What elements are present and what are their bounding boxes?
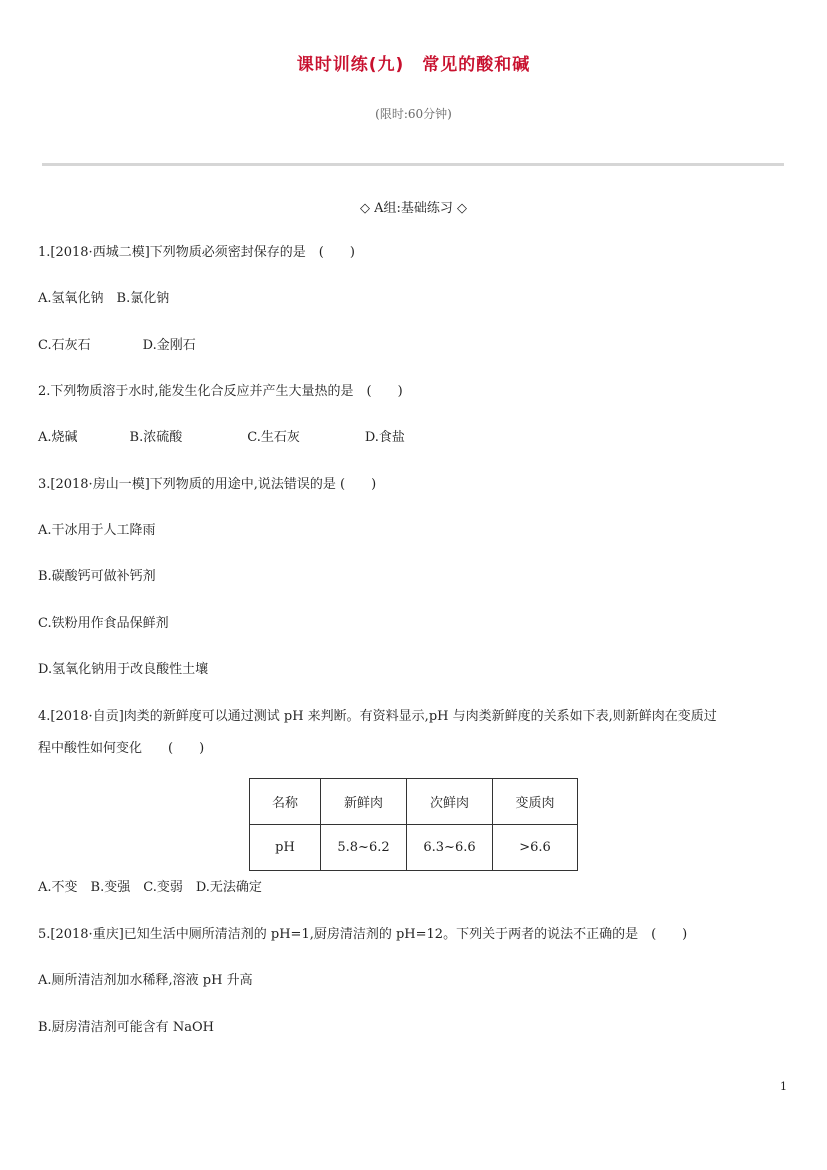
table-header-cell: 次鲜肉: [407, 779, 493, 825]
question-2-options: A.烧碱 B.浓硫酸 C.生石灰 D.食盐: [38, 430, 405, 445]
question-3-option-b: B.碳酸钙可做补钙剂: [38, 569, 156, 584]
question-3-option-d: D.氢氧化钠用于改良酸性土壤: [38, 662, 209, 677]
diamond-icon: ◇: [457, 201, 468, 216]
table-row: [250, 825, 578, 871]
question-3-option-a: A.干冰用于人工降雨: [38, 523, 156, 538]
table-header-cell: 变质肉: [493, 779, 578, 825]
question-5-stem: 5.[2018·重庆]已知生活中厕所清洁剂的 pH=1,厨房清洁剂的 pH=12。下列关于两者的说法不正确的是 ( ): [38, 927, 688, 942]
time-limit: (限时:60分钟): [375, 107, 452, 121]
table-cell: >6.6: [493, 825, 578, 871]
page-title: 课时训练(九) 常见的酸和碱: [296, 55, 531, 75]
question-3-option-c: C.铁粉用作食品保鲜剂: [38, 616, 169, 631]
table-cell: 6.3~6.6: [407, 825, 493, 871]
question-1-options-ab: A.氢氧化钠 B.氯化钠: [38, 291, 170, 306]
section-label: A组:基础练习: [374, 201, 453, 216]
question-4-stem-line-1: 4.[2018·自贡]肉类的新鲜度可以通过测试 pH 来判断。有资料显示,pH 与肉类新鲜度的关系如下表,则新鲜肉在变质过: [38, 709, 717, 724]
question-4-options: A.不变 B.变强 C.变弱 D.无法确定: [38, 880, 262, 895]
diamond-icon: ◇: [359, 201, 370, 216]
table-cell: 5.8~6.2: [321, 825, 407, 871]
table-header-cell: 名称: [250, 779, 321, 825]
ph-freshness-table: [249, 778, 578, 871]
question-5-option-b: B.厨房清洁剂可能含有 NaOH: [38, 1020, 214, 1035]
question-2-stem: 2.下列物质溶于水时,能发生化合反应并产生大量热的是 ( ): [38, 384, 403, 399]
section-heading: [0, 197, 827, 216]
question-5-option-a: A.厕所清洁剂加水稀释,溶液 pH 升高: [38, 973, 253, 988]
question-1-options-cd: C.石灰石 D.金刚石: [38, 338, 196, 353]
table-header-cell: 新鲜肉: [321, 779, 407, 825]
table-cell: pH: [250, 825, 321, 871]
question-4-stem-line-2: 程中酸性如何变化 ( ): [38, 741, 205, 756]
page-number: 1: [780, 1080, 787, 1093]
question-1-stem: 1.[2018·西城二模]下列物质必须密封保存的是 ( ): [38, 245, 355, 260]
divider: [42, 163, 784, 166]
question-3-stem: 3.[2018·房山一模]下列物质的用途中,说法错误的是 ( ): [38, 477, 377, 492]
table-header-row: [250, 779, 578, 825]
